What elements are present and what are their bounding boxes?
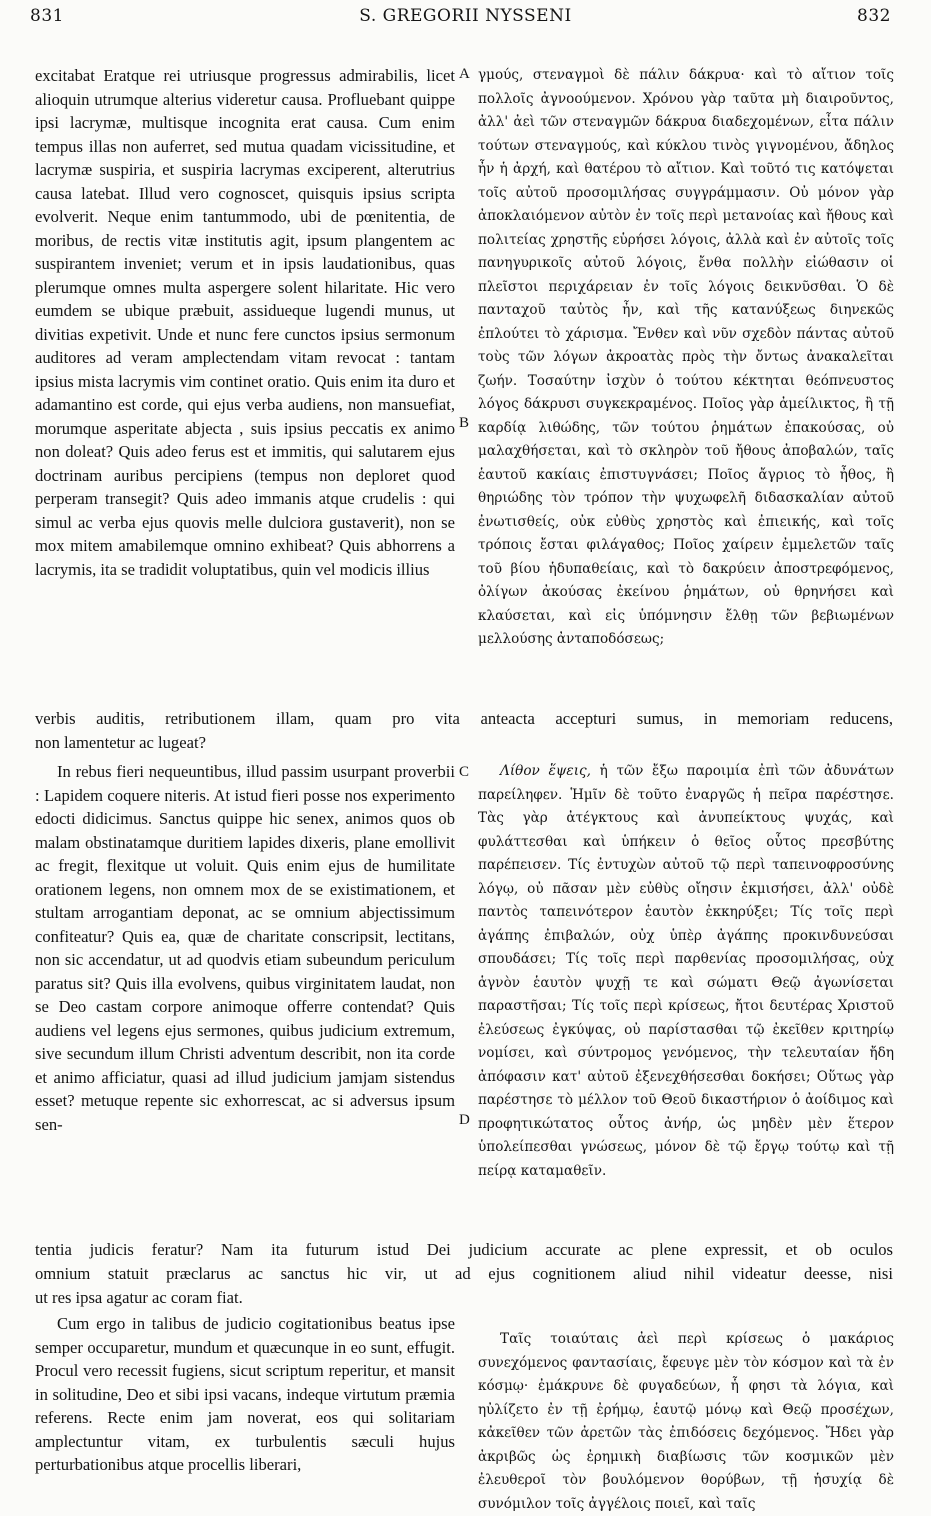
margin-marker-b: B xyxy=(459,415,470,431)
greek-column-1 xyxy=(478,64,894,704)
closing-line: ut res ipsa agatur ac coram fiat. xyxy=(35,1288,243,1307)
greek-paragraph: γμούς, στεναγμοὶ δὲ πάλιν δάκρυα· καὶ τὸ αἴτιον τοῖς πολλοῖς ἀγνοούμενον. Χρόνου γὰρ ταῦτα μὴ διαιροῦντος, ἀλλ' ἀεὶ τῶν στεναγμῶν δάκρυα διαδεχομένων, εἶτα πάλιν τούτων στεναγμούς, καὶ κύκλου τινὸς γιγνομένου, ἄδηλος ἦν ἡ ἀρχή, καὶ θατέρου τὸ αἴτιον. Καὶ τοῦτό τις κατόψεται τοῖς αὐτοῦ προσομιλήσας συγγράμμασιν. Οὐ μόνον γὰρ ἀποκλαιόμενον αὐτὸν ἐν τοῖς περὶ μετανοίας καὶ ἤθους καὶ πολιτείας χρηστῆς εὑρήσει λόγοις, ἀλλὰ καὶ ἐν αὐτοῖς τοῖς πανηγυρικοῖς αὐτοῦ λόγοις, ἔνθα πολλὴν εἰώθασιν οἱ πλεῖστοι περιχάρειαν ἐν τοῖς λόγοις δεικνῦσθαι. Ὁ δὲ πανταχοῦ ταὐτὸς ἦν, καὶ τῆς κατανύξεως διηνεκῶς ἐπλούτει τὸ χάρισμα. Ἔνθεν καὶ νῦν σχεδὸν πάντας αὐτοῦ τοὺς τῶν λόγων ἀκροατὰς πρὸς τὴν ὄντως ἀνακαλεῖται ζωήν. Τοσαύτην ἰσχὺν ὁ τούτου κέκτηται θεόπνευστος λόγος δάκρυσι συγκεκραμένος. Ποῖος γὰρ ἀμείλικτος, ἢ τῇ καρδίᾳ λιθώδης, τῶν τούτου ῥημάτων ἐπακούσας, οὐ μαλαχθήσεται, καὶ τὸ σκληρὸν τοῦ ἤθους ἀποβαλών, ταῖς ἑαυτοῦ κακίαις ἐπιστυγνάσει; Ποῖος ἄγριος τὸ ἦθος, ἢ θηριώδης τὸν τρόπον τὴν ψυχωφελῆ διδασκαλίαν αὐτοῦ ἐνωτισθείς, οὐκ εὐθὺς χρηστὸς καὶ ἐπιεικής, καὶ τοῖς τρόποις ἔσται φιλάγαθος; Ποῖος χαίρειν ἐμμελετῶν ταῖς τοῦ βίου ἡδυπαθείαις, καὶ τὸ δακρύειν ἀποστρεφόμενος, ὀλίγων ἀκούσας ἐκείνου ῥημάτων, οὐ θρηνήσει καὶ κλαύσεται, καὶ εἰς ὑπόμνησιν ἔλθῃ τῶν βεβιωμένων μελλούσης ἀνταποδόσεως; xyxy=(478,67,894,647)
greek-column-2 xyxy=(478,760,894,1230)
greek-text: ἡ τῶν ἔξω παροιμία ἐπὶ τῶν ἀδυνάτων παρείληφεν. Ἡμῖν δὲ τοῦτο ἐναργῶς ἡ πεῖρα παρέστησε. Τὰς γὰρ ἀτέγκτους καὶ ἀνυπείκτους ψυχάς, καὶ φυλάττεσθαι καὶ ὑπήκειν ὁ θεῖος οὗτος πρεσβύτης παρέπεισεν. Τίς ἐντυχὼν αὐτοῦ τῷ περὶ ταπεινοφροσύνης λόγῳ, οὐ πᾶσαν μὲν εὐθὺς οἴησιν ἐκμισήσει, ἀλλ' οὐδὲ παντὸς ταπεινότερον ἑαυτὸν ἐκκηρύξει; Τίς τοῖς περὶ ἀγάπης ἐπιβαλών, οὐχ ὑπὲρ ἀγάπης προκινδυνεύσαι σπουδάσει; Τίς τοῖς περὶ παρθενίας προσομιλήσας, οὐχ ἁγνὸν ἑαυτὸν ψυχῇ τε καὶ σώματι Θεῷ ἀγωνίσεται παραστῆσαι; Τίς τοῖς περὶ κρίσεως, ἤτοι δευτέρας Χριστοῦ ἐλεύσεως ἐγκύψας, οὐ παρίστασθαι τῷ ἐκεῖθεν κριτηρίῳ νομίσει, καὶ σύντρομος γενόμενος, τὴν τελευταίαν ἤδη ἀπόφασιν κατ' αὐτοῦ ἐξενεχθήσεσθαι δοκήσει; Οὕτως γὰρ παρέστησε τὸ μέλλον τοῦ Θεοῦ δικαστήριον ὁ ἀοίδιμος καὶ προφητικώτατος οὗτος ἀνήρ, ὡς μηδὲν μὲν ἕτερον ὑπολείπεσθαι γνώσεως, μόνον δὲ τῷ ἔργῳ τούτῳ καὶ τῇ πείρᾳ καταμαθεῖν. xyxy=(478,763,894,1179)
page-number-right: 832 xyxy=(857,6,891,26)
greek-proverb: Λίθον ἕψεις, xyxy=(500,763,591,779)
page-number-left: 831 xyxy=(30,6,64,26)
margin-marker-d: D xyxy=(459,1112,470,1128)
greek-paragraph: Ταῖς τοιαύταις ἀεὶ περὶ κρίσεως ὁ μακάριος συνεχόμενος φαντασίαις, ἔφευγε μὲν τὸν κόσμον καὶ τὰ ἐν κόσμῳ· ἐμάκρυνε δὲ φυγαδεύων, ἧ φησι τὰ λόγια, καὶ ηὐλίζετο ἐν τῇ ἐρήμῳ, ἑαυτῷ μόνῳ καὶ Θεῷ προσέχων, κἀκεῖθεν τῶν ἀρετῶν τὰς ἐπιδόσεις δεχόμενος. Ἤδει γὰρ ἀκριβῶς ὡς ἐρημικὴ διαβίωσις τῶν κοσμικῶν μὲν ἐλευθεροῖ τὸν βουλόμενον θορύβων, τῇ ἡσυχίᾳ δὲ συνόμιλον τοῖς ἀγγέλοις ποιεῖ, καὶ ταῖς xyxy=(478,1331,894,1512)
latin-paragraph: excitabat Eratque rei utriusque progressus admirabilis, licet alioquin utrumque alterius videretur causa. Profluebant quippe ipsi lacrymæ, multisque incognita erat causa. Cum enim tempus illas non auferret, sed mutua quadam vicissitudine, et lacrymæ suspiria, et suspiria lacrymas exciperent, alterutrius causa latebat. Illud vero cognoscet, quisquis ipsius scripta evolverit. Neque enim tantummodo, ubi de pœnitentia, de moribus, de rectis vitæ institutis agit, ipsum plangentem ac suspirantem inveniet; verum et in ipsis laudationibus, quas plerumque omnes multa aspergere solent hilaritate. Hic vero eumdem se ubique præbuit, assidueque lugendi munus, ut divitias expetivit. Unde et nunc fere cunctos ipsius sermonum auditores ad veram amplectendam vitam revocat : tantam ipsius mista lacrymis vim continet oratio. Quis enim ita duro et adamantino est corde, qui ejus verba audiens, non mansuefiat, morumque asperitate abjecta , suis ipsius peccatis ex animo non doleat? Quis adeo ferus est et immitis, qui salutarem ejus doctrinam auribus percipiens (tempus non deploret quod perperam transegit? Quis adeo immanis atque crudelis : qui simul ac verba ejus quovis melle dulciora gustaverit), non se mox mitem amabilemque omnino exhibeat? Quis abhorrens a lacrymis, ita se tradidit voluptatibus, quin vel modicis illius xyxy=(35,66,455,579)
full-width-line: tentia judicis feratur? Nam ita futurum istud Dei judicium accurate ac plene expressit, et ob oculos xyxy=(35,1240,893,1259)
closing-line: non lamentetur ac lugeat? xyxy=(35,733,206,752)
greek-paragraph xyxy=(478,760,894,1183)
latin-column-3 xyxy=(35,1312,455,1492)
greek-column-3 xyxy=(478,1328,894,1512)
latin-paragraph: Cum ergo in talibus de judicio cogitationibus beatus ipse semper occuparetur, mundum et quæcunque in eo sunt, effugit. Procul vero recessit fugiens, sicut scriptum reperitur, et mansit in solitudine, Deo et sibi ipsi vacans, indeque virtutum præmia referens. Recte enim jam noverat, eos qui solitariam amplectuntur vitam, ex turbulentis sæculi hujus perturbationibus atque procellis liberari, xyxy=(35,1314,455,1474)
full-width-line: omnium statuit præclarus ac sanctus hic vir, ut ad ejus cognitionem aliud nihil videatur deesse, nisi xyxy=(35,1264,893,1283)
latin-column-2 xyxy=(35,760,455,1240)
margin-marker-c: C xyxy=(459,764,470,780)
latin-paragraph: In rebus fieri nequeuntibus, illud passim usurpant proverbii : Lapidem coquere niteris. At istud fieri posse nos experimento edocti didicimus. Sanctus quippe hic senex, animos quos ob malam obstinatamque duritiem lapides dixeris, plane emollivit ac fregit, flexitque ut voluit. Quis enim ejus de humilitate orationem legens, non omnem mox de se existimationem, et stultam arrogantiam deponat, ac se omnium abjectissimum confiteatur? Quis ea, quæ de charitate conscripsit, lectitans, non sic accendatur, ut ad quodvis etiam subeundum periculum paratus sit? Quis illa evolvens, quibus virginitatem laudat, non se Deo castam corpore animoque offerre contendat? Quis audiens vel legens ejus sermones, quibus judicium extremum, sive secundum illum Christi adventum describit, non ita corde et animo afficiatur, quasi ad illud judicium jamjam sistendus esset? metuque repente sic exhorrescat, ac si adversus ipsum sen- xyxy=(35,762,455,1134)
latin-column-1 xyxy=(35,64,455,694)
running-title: S. GREGORII NYSSENI xyxy=(359,6,572,26)
full-width-line: verbis auditis, retributionem illam, quam pro vita anteacta accepturi sumus, in memoriam reducens, xyxy=(35,709,893,728)
margin-marker-a: A xyxy=(459,66,470,82)
